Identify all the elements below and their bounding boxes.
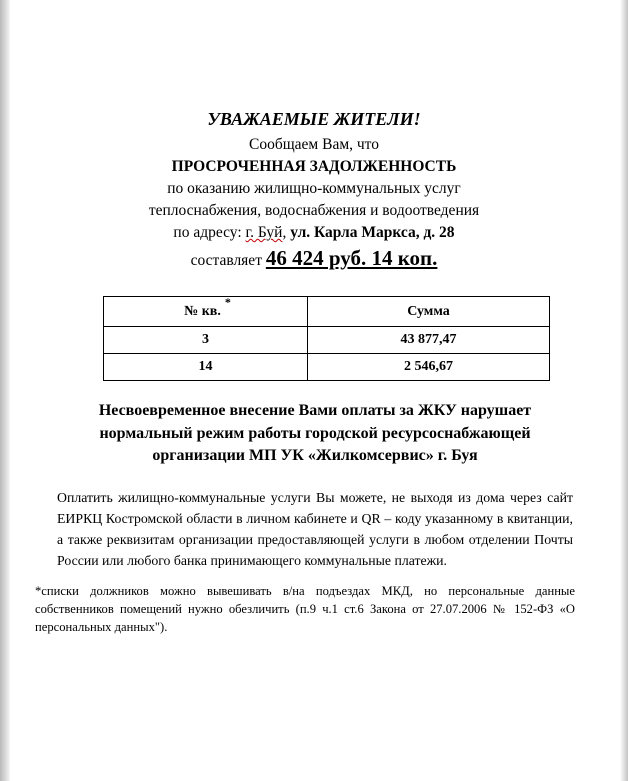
notice-line-2: ПРОСРОЧЕННАЯ ЗАДОЛЖЕННОСТЬ: [171, 158, 457, 175]
footnote-mark: *: [224, 294, 231, 309]
amount-prefix: составляет: [190, 252, 266, 269]
table-row: [104, 327, 550, 354]
header-apartment-label: № кв.: [184, 303, 221, 319]
cell-sum: 2 546,67: [308, 354, 550, 381]
table-header-row: [104, 297, 550, 327]
warning-line-2: нормальный режим работы городской ресурсоснабжающей: [99, 424, 531, 442]
cell-sum: 43 877,47: [308, 327, 550, 354]
header-apartment: [104, 294, 308, 327]
notice-line-3: по оказанию жилищно-коммунальных услуг: [167, 180, 461, 197]
notice-amount-line: [0, 247, 628, 272]
cell-apartment: 14: [104, 354, 308, 381]
notice-line-1: Сообщаем Вам, что: [249, 136, 379, 153]
warning-line-1: Несвоевременное внесение Вами оплаты за ЖКУ нарушает: [98, 402, 532, 419]
header-sum: Сумма: [308, 297, 550, 327]
address-street: ул. Карла Маркса, д. 28: [290, 224, 455, 241]
footnote: *списки должников можно вывешивать в/на подъездах МКД, но персональные данные собственников помещений нужно обезличить (п.9 ч.1 ст.6 Закона от 27.07.2006 № 152-ФЗ «О персональных данных").: [35, 584, 575, 634]
table-row: [104, 354, 550, 381]
warning-text: [60, 400, 570, 468]
warning-line-3: организации МП УК «Жилкомсервис» г. Буя: [152, 447, 478, 464]
notice-title: УВАЖАЕМЫЕ ЖИТЕЛИ!: [207, 109, 421, 129]
notice-line-4: теплоснабжения, водоснабжения и водоотведения: [148, 202, 480, 219]
debt-table: [103, 296, 550, 381]
address-prefix: по адресу:: [173, 224, 246, 241]
payment-info: Оплатить жилищно-коммунальные услуги Вы можете, не выходя из дома через сайт ЕИРКЦ Костромской области в личном кабинете и QR – коду указанному в квитанции, а также реквизитам организации предоставляющей услуги в любом отделении Почты России или любого банка принимающего коммунальные платежи.: [57, 490, 573, 568]
address-city: г. Буй: [245, 224, 283, 241]
cell-apartment: 3: [104, 327, 308, 354]
debt-amount: 46 424 руб. 14 коп.: [265, 246, 438, 270]
notice-address: по адресу: г. Буй, ул. Карла Маркса, д. 28: [173, 224, 455, 241]
